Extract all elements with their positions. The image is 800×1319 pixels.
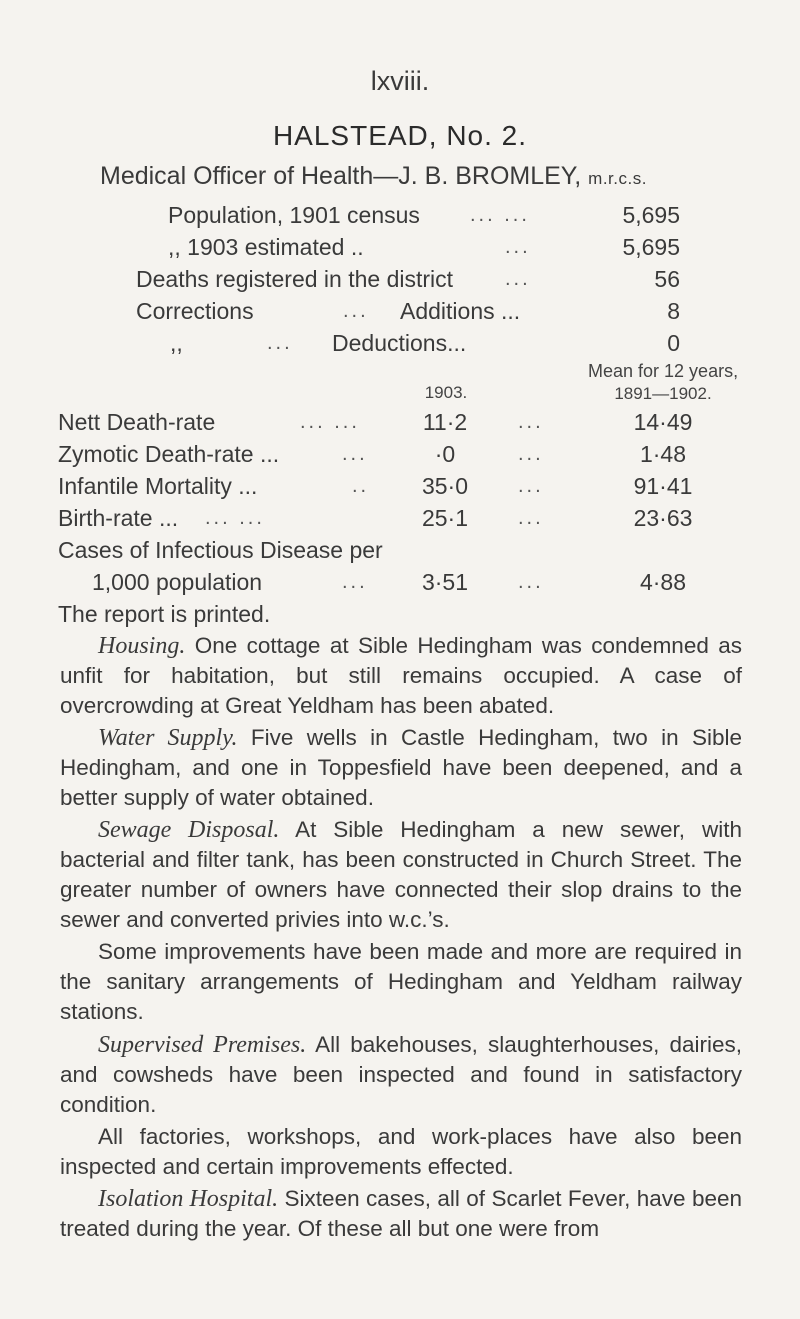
- section-heading: Isolation Hospital.: [98, 1186, 279, 1212]
- medical-officer-line: [100, 162, 647, 191]
- infectious-1903-value: 3·51: [421, 569, 469, 595]
- rate-sep: ...: [518, 507, 544, 529]
- rate-1903-value: 11·2: [422, 409, 468, 435]
- header-mean-line1: Mean for 12 years,: [588, 361, 739, 381]
- rate-label-infantile: Infantile Mortality ...: [58, 473, 258, 499]
- report-title: HALSTEAD, No. 2.: [272, 120, 528, 151]
- infectious-label-line2: 1,000 population: [92, 569, 263, 595]
- population-1903-value: 5,695: [622, 234, 680, 260]
- deductions-ditto: ,,: [170, 330, 183, 356]
- rate-label-zymotic: Zymotic Death-rate ...: [58, 441, 280, 467]
- rate-label-nett-death: Nett Death-rate: [58, 409, 216, 435]
- section-text: At Sible Hedingham a new sewer, with bacterial and filter tank, has been constructed in Church Street. The greater number of owners have connected their slop drains to the sewer and converted privies into w.c.’s.: [60, 817, 742, 932]
- section-text: All bakehouses, slaughterhouses, dairies, and cowsheds have been inspected and found in satisfactory condition.: [60, 1032, 742, 1117]
- report-printed-note: The report is printed.: [58, 601, 271, 627]
- infectious-mean-value: 4·88: [639, 569, 687, 595]
- rate-sep: ...: [518, 475, 544, 497]
- section-water-supply: [60, 723, 742, 813]
- section-supervised-premises: [60, 1030, 742, 1120]
- rate-mean-value: 14·49: [633, 409, 693, 435]
- header-mean-line2: 1891—1902.: [614, 384, 712, 403]
- rate-mean-value: 23·63: [633, 505, 693, 531]
- rate-1903-value: ·0: [434, 441, 456, 467]
- population-1903-dots: ...: [505, 236, 531, 258]
- population-1901-dots: ... ...: [470, 204, 530, 226]
- section-heading: Sewage Disposal.: [98, 817, 280, 843]
- section-sewage-disposal: [60, 815, 742, 935]
- section-text: Five wells in Castle Hedingham, two in Sible Hedingham, and one in Toppesfield have been deepened, and a better supply of water obtained.: [60, 725, 742, 810]
- infectious-label-line1: Cases of Infectious Disease per: [58, 537, 383, 563]
- rate-dots: ...: [342, 443, 368, 465]
- population-1903-label: ,, 1903 estimated ..: [168, 234, 364, 260]
- section-isolation-hospital: [60, 1184, 742, 1244]
- rate-sep: ...: [518, 411, 544, 433]
- rate-mean-value: 1·48: [639, 441, 687, 467]
- deaths-dots: ...: [505, 268, 531, 290]
- section-text: Some improvements have been made and more are required in the sanitary arrangements of Hedingham and Yeldham railway stations.: [60, 939, 742, 1024]
- deaths-label: Deaths registered in the district: [136, 266, 454, 292]
- section-factories: [60, 1122, 742, 1182]
- rate-dots: ... ...: [205, 507, 265, 529]
- infectious-sep: ...: [518, 571, 544, 593]
- population-1901-value: 5,695: [622, 202, 680, 228]
- rate-1903-value: 25·1: [421, 505, 469, 531]
- rate-mean-value: 91·41: [633, 473, 693, 499]
- rate-sep: ...: [518, 443, 544, 465]
- section-text: All factories, workshops, and work-places have also been inspected and certain improvements effected.: [60, 1124, 742, 1179]
- deductions-dots: ...: [267, 332, 293, 354]
- deductions-label: Deductions...: [332, 330, 467, 356]
- corrections-dots: ...: [343, 300, 369, 322]
- deaths-value: 56: [654, 266, 680, 292]
- officer-qualification: m.r.c.s.: [588, 169, 647, 188]
- additions-label: Additions ...: [400, 298, 521, 324]
- header-1903: 1903.: [424, 383, 468, 402]
- page-number: lxviii.: [370, 66, 430, 96]
- section-housing: [60, 631, 742, 721]
- population-1901-label: Population, 1901 census: [168, 202, 420, 228]
- rate-dots: ... ...: [300, 411, 360, 433]
- section-heading: Housing.: [98, 633, 186, 659]
- additions-value: 8: [667, 298, 680, 324]
- section-text: One cottage at Sible Hedingham was condemned as unfit for habitation, but still remains occupied. A case of overcrowding at Great Yeldham has been abated.: [60, 633, 742, 718]
- rate-label-birth: Birth-rate ...: [58, 505, 179, 531]
- section-railway-stations: [60, 937, 742, 1027]
- rate-dots: ..: [352, 475, 370, 497]
- corrections-label: Corrections: [136, 298, 254, 324]
- officer-name: Medical Officer of Health—J. B. BROMLEY,: [100, 162, 582, 190]
- section-heading: Supervised Premises.: [98, 1032, 307, 1058]
- section-text: Sixteen cases, all of Scarlet Fever, have been treated during the year. Of these all but one were from: [60, 1186, 742, 1241]
- rate-1903-value: 35·0: [421, 473, 469, 499]
- deductions-value: 0: [667, 330, 680, 356]
- infectious-dots: ...: [342, 571, 368, 593]
- section-heading: Water Supply.: [98, 725, 238, 751]
